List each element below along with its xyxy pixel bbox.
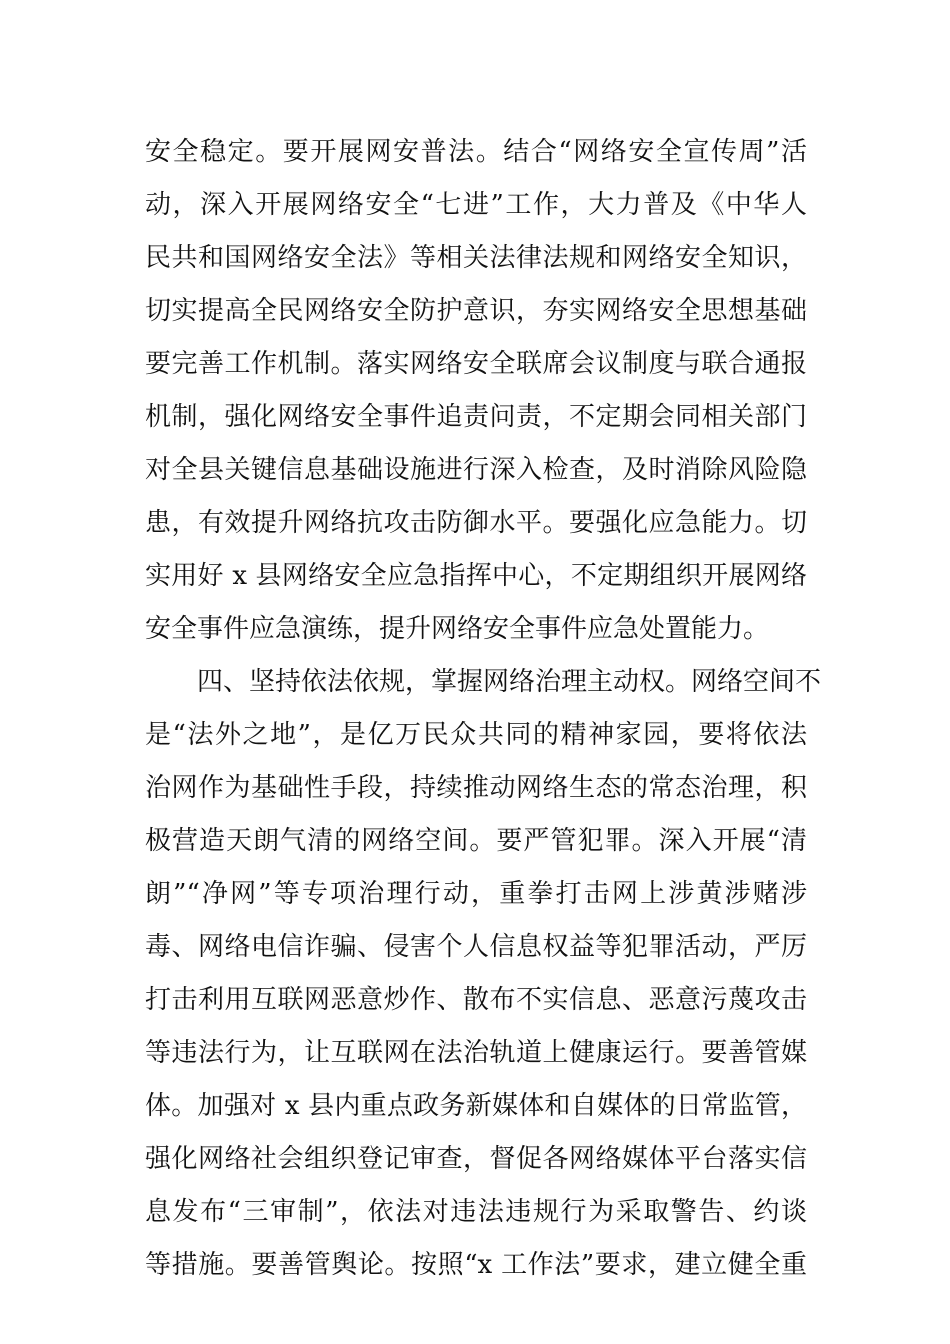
text-line: 治网作为基础性手段，持续推动网络生态的常态治理，积 bbox=[145, 773, 807, 803]
text-line: 要完善工作机制。落实网络安全联席会议制度与联合通报 bbox=[145, 349, 807, 379]
text-line: 息发布“三审制”，依法对违法违规行为采取警告、约谈 bbox=[145, 1197, 807, 1227]
text-line: 毒、网络电信诈骗、侵害个人信息权益等犯罪活动，严厉 bbox=[145, 932, 807, 962]
text-line: 对全县关键信息基础设施进行深入检查，及时消除风险隐 bbox=[145, 455, 807, 485]
text-line: 安全稳定。要开展网安普法。结合“网络安全宣传周”活 bbox=[145, 137, 807, 167]
paragraph-heading-line: 四、坚持依法依规，掌握网络治理主动权。网络空间不 bbox=[197, 667, 822, 697]
text-line: 是“法外之地”，是亿万民众共同的精神家园，要将依法 bbox=[145, 720, 807, 750]
text-line: 等违法行为，让互联网在法治轨道上健康运行。要善管媒 bbox=[145, 1038, 807, 1068]
text-line: 体。加强对 x 县内重点政务新媒体和自媒体的日常监管， bbox=[145, 1091, 807, 1121]
text-line: 等措施。要善管舆论。按照“x 工作法”要求，建立健全重 bbox=[145, 1250, 807, 1280]
text-line: 强化网络社会组织登记审查，督促各网络媒体平台落实信 bbox=[145, 1144, 807, 1174]
text-line: 朗”“净网”等专项治理行动，重拳打击网上涉黄涉赌涉 bbox=[145, 879, 807, 909]
text-line: 民共和国网络安全法》等相关法律法规和网络安全知识， bbox=[145, 243, 807, 273]
text-line: 机制，强化网络安全事件追责问责，不定期会同相关部门 bbox=[145, 402, 807, 432]
text-line: 打击利用互联网恶意炒作、散布不实信息、恶意污蔑攻击 bbox=[145, 985, 807, 1015]
text-line: 实用好 x 县网络安全应急指挥中心，不定期组织开展网络 bbox=[145, 561, 807, 591]
text-line: 极营造天朗气清的网络空间。要严管犯罪。深入开展“清 bbox=[145, 826, 807, 856]
text-line: 患，有效提升网络抗攻击防御水平。要强化应急能力。切 bbox=[145, 508, 807, 538]
text-line: 安全事件应急演练，提升网络安全事件应急处置能力。 bbox=[145, 614, 770, 644]
text-line: 动，深入开展网络安全“七进”工作，大力普及《中华人 bbox=[145, 190, 807, 220]
text-line: 切实提高全民网络安全防护意识，夯实网络安全思想基础 bbox=[145, 296, 807, 326]
